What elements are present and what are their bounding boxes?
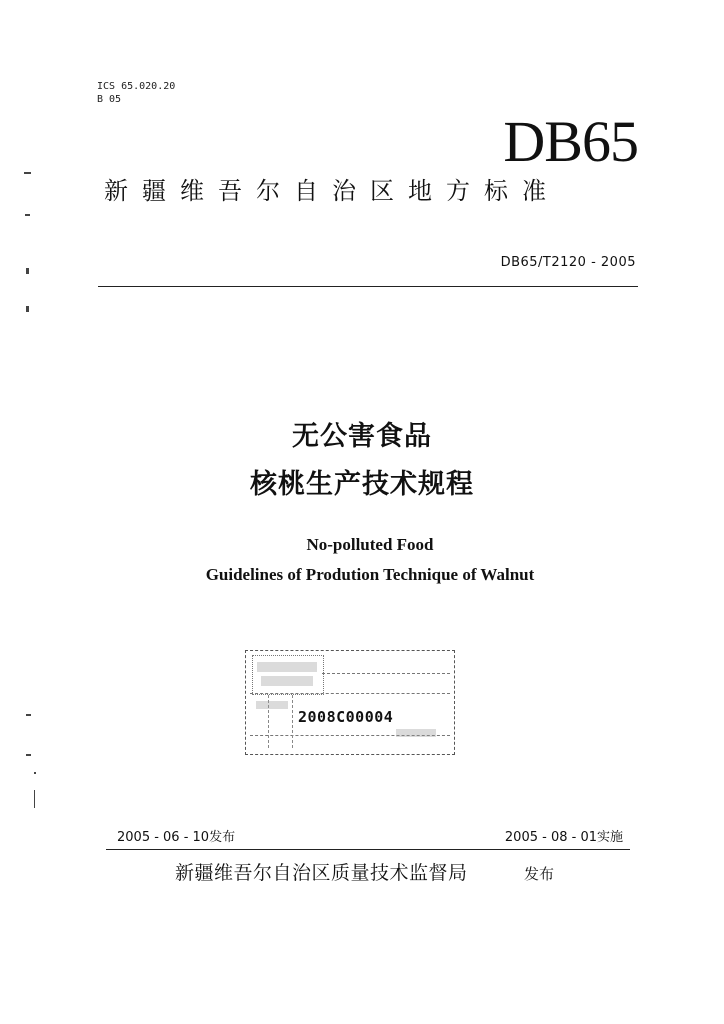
ccs-code: B 05 bbox=[97, 94, 122, 105]
standard-type-heading: 新疆维吾尔自治区地方标准 bbox=[104, 177, 560, 205]
scan-speck bbox=[34, 790, 35, 808]
header-rule bbox=[98, 286, 638, 287]
title-cn-line1: 无公害食品 bbox=[292, 421, 432, 452]
footer-rule bbox=[106, 849, 630, 850]
scan-speck bbox=[34, 772, 36, 774]
issuing-authority: 新疆维吾尔自治区质量技术监督局 bbox=[175, 862, 468, 884]
stamp-serial-number: 2008C00004 bbox=[298, 708, 394, 726]
scan-speck bbox=[26, 268, 29, 274]
standard-number: DB65/T2120 - 2005 bbox=[500, 255, 636, 270]
classification-codes bbox=[97, 80, 175, 106]
ics-code: ICS 65.020.20 bbox=[97, 81, 176, 92]
scan-speck bbox=[26, 754, 31, 756]
scan-speck bbox=[26, 714, 31, 716]
library-stamp bbox=[245, 650, 455, 755]
stamp-seal-cell bbox=[252, 655, 324, 695]
scan-speck bbox=[24, 172, 31, 174]
title-en-line1: No-polluted Food bbox=[306, 535, 434, 554]
scan-speck bbox=[25, 214, 30, 216]
implement-date: 2005 - 08 - 01实施 bbox=[504, 830, 623, 845]
issuer-suffix: 发布 bbox=[524, 865, 555, 883]
publish-date: 2005 - 06 - 10发布 bbox=[117, 830, 236, 845]
title-en-line2: Guidelines of Prodution Technique of Walnut bbox=[205, 565, 535, 584]
standard-mark: DB65 bbox=[503, 109, 638, 174]
title-cn-line2: 核桃生产技术规程 bbox=[250, 469, 474, 500]
scan-speck bbox=[26, 306, 29, 312]
